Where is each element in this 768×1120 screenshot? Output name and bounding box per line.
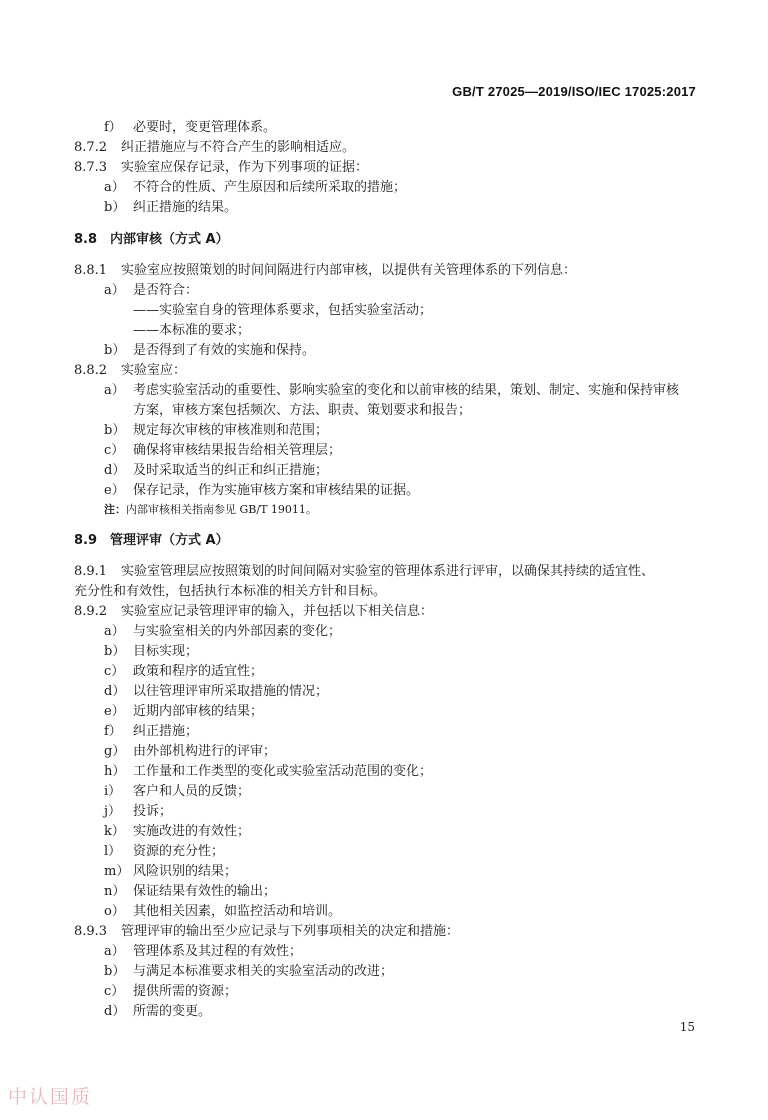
list-item-a [0, 942, 768, 962]
item-label: i） [104, 784, 122, 799]
clause-text: 实验室应： [121, 363, 187, 378]
list-item-c [0, 662, 768, 682]
item-text: 风险识别的结果； [133, 864, 238, 879]
clause-text: 实验室应保存记录，作为下列事项的证据： [121, 160, 369, 175]
item-label: a） [104, 383, 125, 398]
item-text: 保存记录，作为实施审核方案和审核结果的证据。 [133, 483, 420, 498]
list-item-c [0, 982, 768, 1002]
clause-number: 8.8.2 [74, 363, 108, 378]
item-text: 考虑实验室活动的重要性、影响实验室的变化和以前审核的结果，策划、制定、实施和保持审核 [133, 383, 680, 398]
list-item-b [0, 198, 768, 218]
item-label: e） [104, 704, 125, 719]
list-item-g [0, 742, 768, 762]
item-text: 规定每次审核的审核准则和范围； [133, 423, 329, 438]
item-text: 方案，审核方案包括频次、方法、职责、策划要求和报告； [133, 403, 472, 418]
item-text: 近期内部审核的结果； [133, 704, 264, 719]
clause-8-8-2 [0, 361, 768, 381]
item-text: 实施改进的有效性； [133, 824, 251, 839]
dash-item [0, 321, 768, 341]
item-label: b） [104, 964, 126, 979]
item-text: 必要时，变更管理体系。 [133, 120, 277, 135]
item-label: d） [104, 684, 126, 699]
item-text: 保证结果有效性的输出； [133, 884, 277, 899]
item-text: ——本标准的要求； [133, 323, 251, 338]
clause-8-7-3 [0, 158, 768, 178]
list-item-f [0, 722, 768, 742]
item-text: 管理体系及其过程的有效性； [133, 944, 303, 959]
item-label: h） [104, 764, 126, 779]
dash-item [0, 301, 768, 321]
item-text: 及时采取适当的纠正和纠正措施； [133, 463, 329, 478]
item-label: f） [104, 120, 122, 135]
item-text: 工作量和工作类型的变化或实验室活动范围的变化； [133, 764, 433, 779]
list-item-e [0, 481, 768, 501]
clause-8-9-1 [0, 562, 768, 582]
clause-number: 8.9.1 [74, 564, 108, 579]
item-label: o） [104, 904, 125, 919]
list-item-k [0, 822, 768, 842]
list-item-b [0, 421, 768, 441]
item-label: a） [104, 283, 125, 298]
section-heading-8-8 [0, 230, 768, 250]
item-label: l） [104, 844, 122, 859]
clause-text: 实验室应按照策划的时间间隔进行内部审核，以提供有关管理体系的下列信息： [121, 263, 577, 278]
list-item-l [0, 842, 768, 862]
item-text: 是否得到了有效的实施和保持。 [133, 343, 316, 358]
item-text: 其他相关因素，如监控活动和培训。 [133, 904, 342, 919]
item-text: 纠正措施的结果。 [133, 200, 238, 215]
clause-text: 充分性和有效性，包括执行本标准的相关方针和目标。 [74, 584, 387, 599]
list-item-a [0, 622, 768, 642]
item-label: d） [104, 1004, 126, 1019]
item-text: 所需的变更。 [133, 1004, 212, 1019]
item-label: f） [104, 724, 122, 739]
item-label: c） [104, 443, 125, 458]
list-item-c [0, 441, 768, 461]
clause-number: 8.9.2 [74, 604, 108, 619]
clause-number: 8.9.3 [74, 924, 108, 939]
note [0, 500, 768, 520]
standard-code-header: GB/T 27025—2019/ISO/IEC 17025:2017 [452, 84, 696, 99]
list-item-b [0, 341, 768, 361]
section-heading-8-9 [0, 531, 768, 551]
clause-8-7-2 [0, 138, 768, 158]
item-label: b） [104, 343, 126, 358]
page-number: 15 [679, 1020, 695, 1034]
note-text: 内部审核相关指南参见 GB/T 19011。 [126, 503, 317, 516]
watermark-text: 中认国质 [8, 1086, 93, 1108]
item-label: b） [104, 423, 126, 438]
list-item-m [0, 862, 768, 882]
clause-number: 8.8.1 [74, 263, 108, 278]
list-item-d [0, 682, 768, 702]
item-label: a） [104, 180, 125, 195]
item-label: n） [104, 884, 126, 899]
list-item-b [0, 642, 768, 662]
item-label: j） [104, 804, 122, 819]
clause-text: 管理评审的输出至少应记录与下列事项相关的决定和措施： [121, 924, 460, 939]
clause-text: 实验室管理层应按照策划的时间间隔对实验室的管理体系进行评审，以确保其持续的适宜性、 [121, 564, 655, 579]
list-item-b [0, 962, 768, 982]
item-text: 由外部机构进行的评审； [133, 744, 277, 759]
section-title: 管理评审（方式 A） [110, 533, 229, 548]
list-item-j [0, 802, 768, 822]
item-text: 投诉； [133, 804, 173, 819]
section-number: 8.9 [74, 533, 98, 548]
item-label: g） [104, 744, 126, 759]
item-text: 不符合的性质、产生原因和后续所采取的措施； [133, 180, 407, 195]
item-text: 提供所需的资源； [133, 984, 238, 999]
list-item-d [0, 1002, 768, 1022]
section-title: 内部审核（方式 A） [110, 232, 229, 247]
clause-text: 纠正措施应与不符合产生的影响相适应。 [121, 140, 356, 155]
item-label: e） [104, 483, 125, 498]
clause-8-9-2 [0, 602, 768, 622]
item-label: a） [104, 624, 125, 639]
list-item-h [0, 762, 768, 782]
item-label: d） [104, 463, 126, 478]
item-label: a） [104, 944, 125, 959]
item-text: 纠正措施； [133, 724, 199, 739]
list-item-f [0, 118, 768, 138]
list-item-continuation [0, 401, 768, 421]
item-text: 与实验室相关的内外部因素的变化； [133, 624, 342, 639]
item-text: 以往管理评审所采取措施的情况； [133, 684, 329, 699]
item-text: ——实验室自身的管理体系要求，包括实验室活动； [133, 303, 433, 318]
clause-number: 8.7.3 [74, 160, 108, 175]
list-item-a [0, 381, 768, 401]
item-text: 客户和人员的反馈； [133, 784, 251, 799]
item-text: 资源的充分性； [133, 844, 225, 859]
clause-number: 8.7.2 [74, 140, 108, 155]
item-text: 政策和程序的适宜性； [133, 664, 264, 679]
clause-continuation [0, 582, 768, 602]
item-label: c） [104, 984, 125, 999]
item-label: m） [104, 864, 130, 879]
list-item-e [0, 702, 768, 722]
section-number: 8.8 [74, 232, 98, 247]
item-label: b） [104, 200, 126, 215]
list-item-a [0, 281, 768, 301]
item-text: 与满足本标准要求相关的实验室活动的改进； [133, 964, 394, 979]
list-item-n [0, 882, 768, 902]
list-item-a [0, 178, 768, 198]
list-item-d [0, 461, 768, 481]
item-text: 是否符合： [133, 283, 199, 298]
clause-text: 实验室应记录管理评审的输入，并包括以下相关信息： [121, 604, 434, 619]
list-item-i [0, 782, 768, 802]
item-label: c） [104, 664, 125, 679]
item-label: b） [104, 644, 126, 659]
list-item-o [0, 902, 768, 922]
item-label: k） [104, 824, 125, 839]
item-text: 目标实现； [133, 644, 199, 659]
clause-8-8-1 [0, 261, 768, 281]
item-text: 确保将审核结果报告给相关管理层； [133, 443, 342, 458]
note-label: 注： [104, 503, 126, 516]
clause-8-9-3 [0, 922, 768, 942]
